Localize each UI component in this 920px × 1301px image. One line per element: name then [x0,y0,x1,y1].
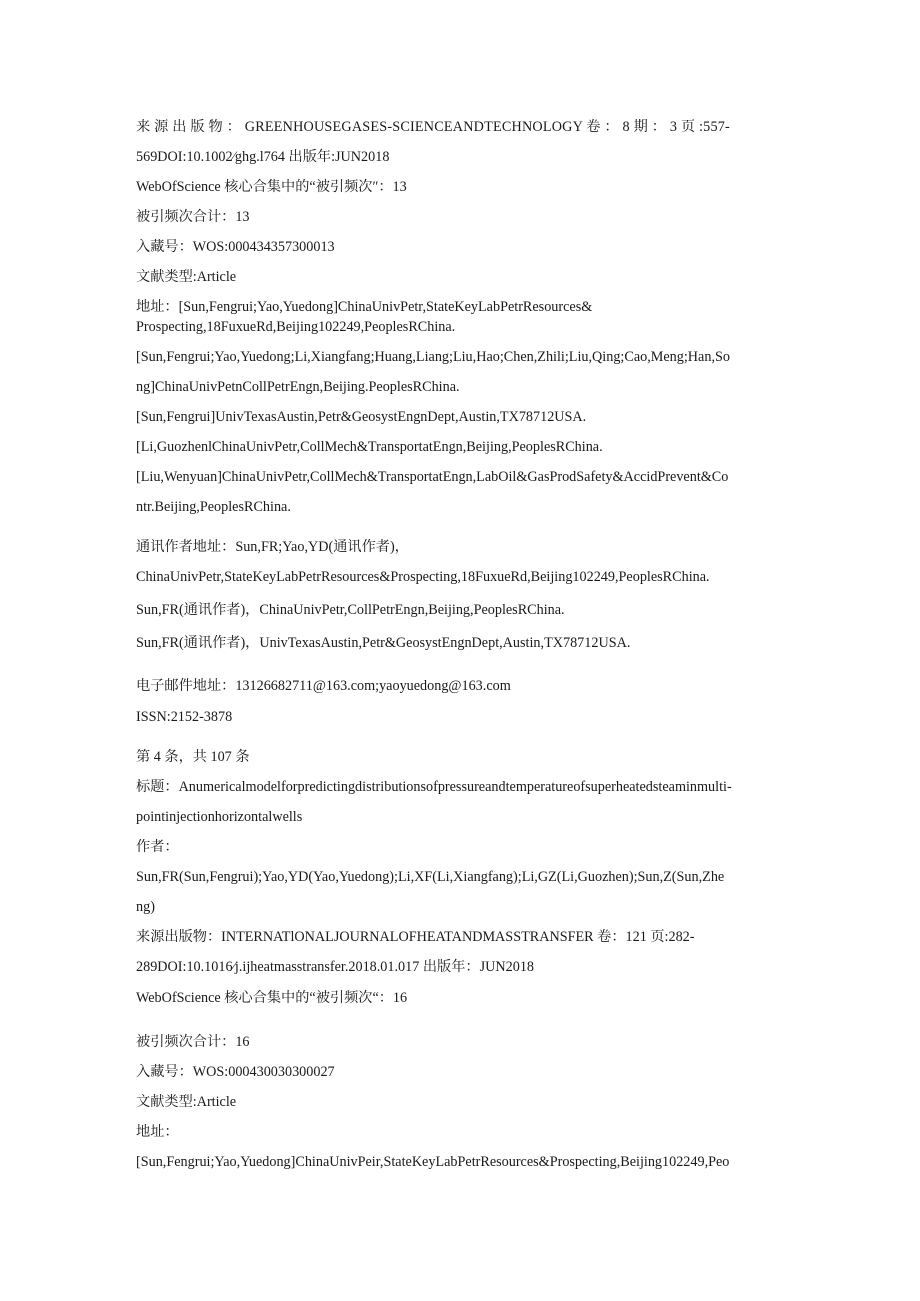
address-label: 地址： [136,1124,179,1140]
address-line: [Sun,Fengrui]UnivTexasAustin,Petr&GeosystEngnDept,Austin,TX78712USA. [136,409,587,425]
wos-core-citations: WebOfScience 核心合集中的“被引频次“：16 [136,990,408,1006]
record-counter: 第 4 条，共 107 条 [136,749,250,765]
wos-core-citations: WebOfScience 核心合集中的“被引频次″：13 [136,179,407,195]
address-line: [Sun,Fengrui;Yao,Yuedong;Li,Xiangfang;Huang,Liang;Liu,Hao;Chen,Zhili;Liu,Qing;Cao,Meng;Han,So [136,349,730,365]
document-type: 文献类型:Article [136,1094,237,1110]
document-type: 文献类型:Article [136,269,237,285]
address-line: ng]ChinaUnivPetnCollPetrEngn,Beijing.PeoplesRChina. [136,379,460,395]
record-title: 标题：Anumericalmodelforpredictingdistributionsofpressureandtemperatureofsuperheatedsteaminmulti- [136,779,732,795]
record-title-cont: pointinjectionhorizontalwells [136,809,303,825]
corresponding-address-line: Sun,FR(通讯作者)，UnivTexasAustin,Petr&GeosystEngnDept,Austin,TX78712USA. [136,635,631,651]
authors-label: 作者： [136,839,179,855]
address-line: Prospecting,18FuxueRd,Beijing102249,PeoplesRChina. [136,319,456,335]
issn: ISSN:2152-3878 [136,709,233,725]
address-line: ntr.Beijing,PeoplesRChina. [136,499,291,515]
source-publication-line-cont: 569DOI:10.1002⁄ghg.l764 出版年:JUN2018 [136,149,390,165]
total-citations: 被引频次合计：13 [136,209,250,225]
source-publication-line: 来 源 出 版 物 ： GREENHOUSEGASES-SCIENCEANDTECHNOLOGY 卷 ： 8 期 ： 3 页 :557- [136,119,730,135]
corresponding-address-line: Sun,FR(通讯作者)，ChinaUnivPetr,CollPetrEngn,Beijing,PeoplesRChina. [136,602,565,618]
total-citations: 被引频次合计：16 [136,1034,250,1050]
address-line: 地址：[Sun,Fengrui;Yao,Yuedong]ChinaUnivPetr,StateKeyLabPetrResources& [136,299,593,315]
source-publication-line-cont: 289DOI:10.1016∕j.ijheatmasstransfer.2018.01.017 出版年：JUN2018 [136,959,535,975]
authors-line: Sun,FR(Sun,Fengrui);Yao,YD(Yao,Yuedong);Li,XF(Li,Xiangfang);Li,GZ(Li,Guozhen);Sun,Z(Sun,Zhe [136,869,725,885]
accession-number: 入藏号：WOS:000430030300027 [136,1064,335,1080]
authors-line-cont: ng) [136,899,155,915]
accession-number: 入藏号：WOS:000434357300013 [136,239,335,255]
corresponding-address-line: 通讯作者地址：Sun,FR;Yao,YD(通讯作者)， [136,539,409,555]
address-line: [Sun,Fengrui;Yao,Yuedong]ChinaUnivPeir,StateKeyLabPetrResources&Prospecting,Beijing102249,Peo [136,1154,730,1170]
address-line: [Liu,Wenyuan]ChinaUnivPetr,CollMech&TransportatEngn,LabOil&GasProdSafety&AccidPrevent&Co [136,469,729,485]
address-line: [Li,GuozhenlChinaUnivPetr,CollMech&TransportatEngn,Beijing,PeoplesRChina. [136,439,603,455]
corresponding-address-line: ChinaUnivPetr,StateKeyLabPetrResources&Prospecting,18FuxueRd,Beijing102249,PeoplesRChina. [136,569,710,585]
email-address: 电子邮件地址：13126682711@163.com;yaoyuedong@163.com [136,678,511,694]
source-publication-line: 来源出版物：INTERNATlONALJOURNALOFHEATANDMASSTRANSFER 卷：121 页:282- [136,929,695,945]
